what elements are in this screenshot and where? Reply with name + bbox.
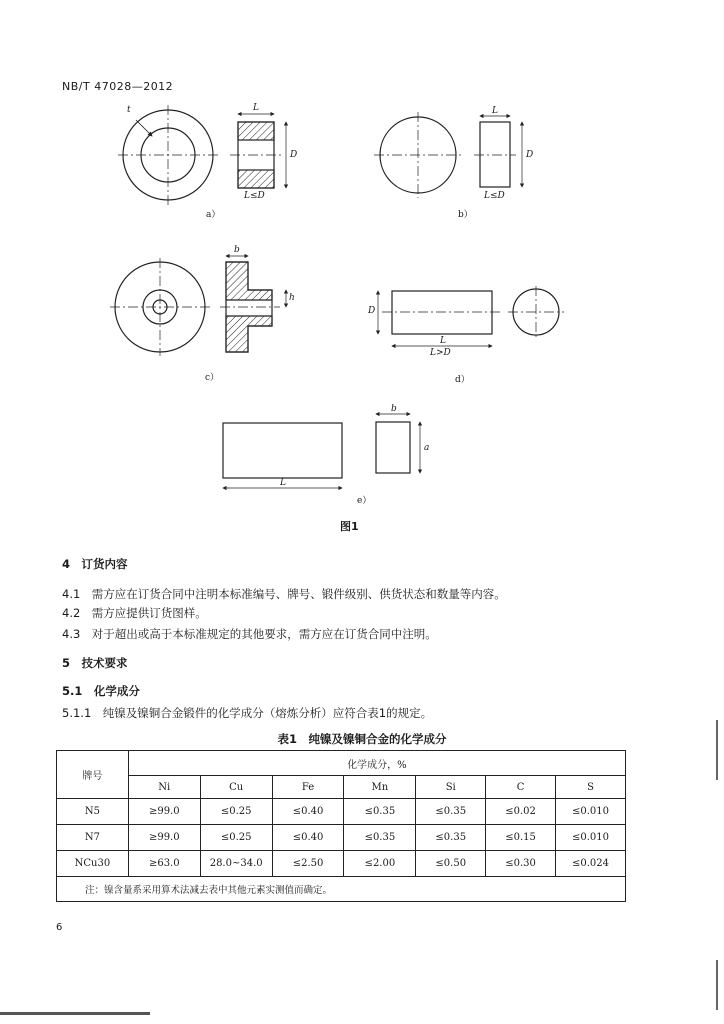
column-header: S <box>556 776 626 799</box>
panel-b-condition: L≤D <box>484 191 505 201</box>
grade-cell: NCu30 <box>57 851 129 877</box>
table-row <box>57 799 626 825</box>
section-5-heading <box>62 655 128 671</box>
value-cell: ≤0.40 <box>272 825 344 851</box>
panel-b-disc <box>374 112 522 198</box>
scan-margin-mark <box>716 720 718 780</box>
clause-number: 4.3 <box>62 627 81 641</box>
column-header: Mn <box>344 776 416 799</box>
column-header: Cu <box>200 776 272 799</box>
panel-c-dim-h: h <box>289 293 295 303</box>
panel-e-dim-a: a <box>424 443 430 453</box>
section-title: 技术要求 <box>81 656 128 670</box>
element-header-row <box>57 776 626 799</box>
value-cell: ≥63.0 <box>128 851 200 877</box>
column-header: Fe <box>272 776 344 799</box>
panel-a-ring <box>118 105 218 205</box>
clause-text: 需方应提供订货图样。 <box>91 606 207 620</box>
panel-b-dim-d: D <box>526 150 534 160</box>
value-cell: ≤0.50 <box>416 851 486 877</box>
section-number: 5.1 <box>62 684 83 698</box>
value-cell: 28.0~34.0 <box>200 851 272 877</box>
clause-number: 4.2 <box>62 606 81 620</box>
panel-b-dim-l: L <box>492 106 498 116</box>
clause-number: 5.1.1 <box>62 706 92 720</box>
scan-edge-mark <box>0 1012 150 1015</box>
clause-number: 4.1 <box>62 587 81 601</box>
value-cell: ≤0.30 <box>486 851 556 877</box>
value-cell: ≤0.35 <box>344 799 416 825</box>
clause-text: 对于超出或高于本标准规定的其他要求，需方应在订货合同中注明。 <box>91 627 437 641</box>
value-cell: ≤0.02 <box>486 799 556 825</box>
value-cell: ≤2.50 <box>272 851 344 877</box>
grade-cell: N7 <box>57 825 129 851</box>
standard-code: NB/T 47028—2012 <box>62 80 174 93</box>
section-5-1-heading <box>62 683 140 699</box>
table-row <box>57 825 626 851</box>
panel-a-section <box>230 114 286 188</box>
panel-e-dim-l: L <box>280 478 286 488</box>
grade-header: 牌号 <box>57 751 129 799</box>
column-header: Ni <box>128 776 200 799</box>
clause-4-1 <box>62 586 506 602</box>
section-4-heading <box>62 556 128 572</box>
value-cell: ≤2.00 <box>344 851 416 877</box>
panel-e-block <box>223 414 420 488</box>
composition-group-header: 化学成分，% <box>128 751 625 776</box>
clause-text: 纯镍及镍铜合金锻件的化学成分（熔炼分析）应符合表1的规定。 <box>102 706 433 720</box>
table-row <box>57 851 626 877</box>
value-cell: ≤0.40 <box>272 799 344 825</box>
panel-c-dim-b: b <box>234 245 240 255</box>
value-cell: ≤0.35 <box>416 799 486 825</box>
panel-d-label: d） <box>455 375 470 385</box>
value-cell: ≤0.15 <box>486 825 556 851</box>
value-cell: ≤0.010 <box>556 825 626 851</box>
page-number: 6 <box>56 922 63 933</box>
panel-a-dim-d: D <box>290 150 298 160</box>
value-cell: ≤0.25 <box>200 799 272 825</box>
grade-cell: N5 <box>57 799 129 825</box>
clause-4-2 <box>62 605 207 621</box>
panel-a-dim-l: L <box>253 103 259 113</box>
figure-caption: 图1 <box>340 520 359 533</box>
value-cell: ≥99.0 <box>128 799 200 825</box>
panel-d-dim-l: L <box>440 336 446 346</box>
value-cell: ≥99.0 <box>128 825 200 851</box>
section-number: 4 <box>62 557 71 571</box>
panel-e-dim-b: b <box>391 404 397 414</box>
value-cell: ≤0.35 <box>416 825 486 851</box>
value-cell: ≤0.024 <box>556 851 626 877</box>
chemical-composition-table <box>56 750 626 902</box>
panel-d-dim-d: D <box>368 306 376 316</box>
value-cell: ≤0.25 <box>200 825 272 851</box>
panel-d-bar <box>378 286 564 346</box>
table-title: 表1 纯镍及镍铜合金的化学成分 <box>277 732 447 746</box>
clause-4-3 <box>62 626 437 642</box>
panel-a-label: a） <box>206 210 221 220</box>
section-title: 订货内容 <box>81 557 128 571</box>
panel-d-condition: L>D <box>430 348 451 358</box>
section-title: 化学成分 <box>93 684 140 698</box>
panel-a-condition: L≤D <box>244 191 265 201</box>
section-number: 5 <box>62 656 71 670</box>
panel-c-flange <box>110 256 286 356</box>
column-header: C <box>486 776 556 799</box>
column-header: Si <box>416 776 486 799</box>
value-cell: ≤0.35 <box>344 825 416 851</box>
table-note: 注：镍含量系采用算术法减去表中其他元素实测值而确定。 <box>57 877 626 902</box>
panel-a-dim-t: t <box>127 105 131 115</box>
panel-b-label: b） <box>458 210 473 220</box>
clause-text: 需方应在订货合同中注明本标准编号、牌号、锻件级别、供货状态和数量等内容。 <box>91 587 506 601</box>
value-cell: ≤0.010 <box>556 799 626 825</box>
panel-e-label: e） <box>357 496 372 506</box>
panel-c-label: c） <box>205 373 220 383</box>
scan-margin-mark <box>716 960 718 1010</box>
clause-5-1-1 <box>62 705 432 721</box>
